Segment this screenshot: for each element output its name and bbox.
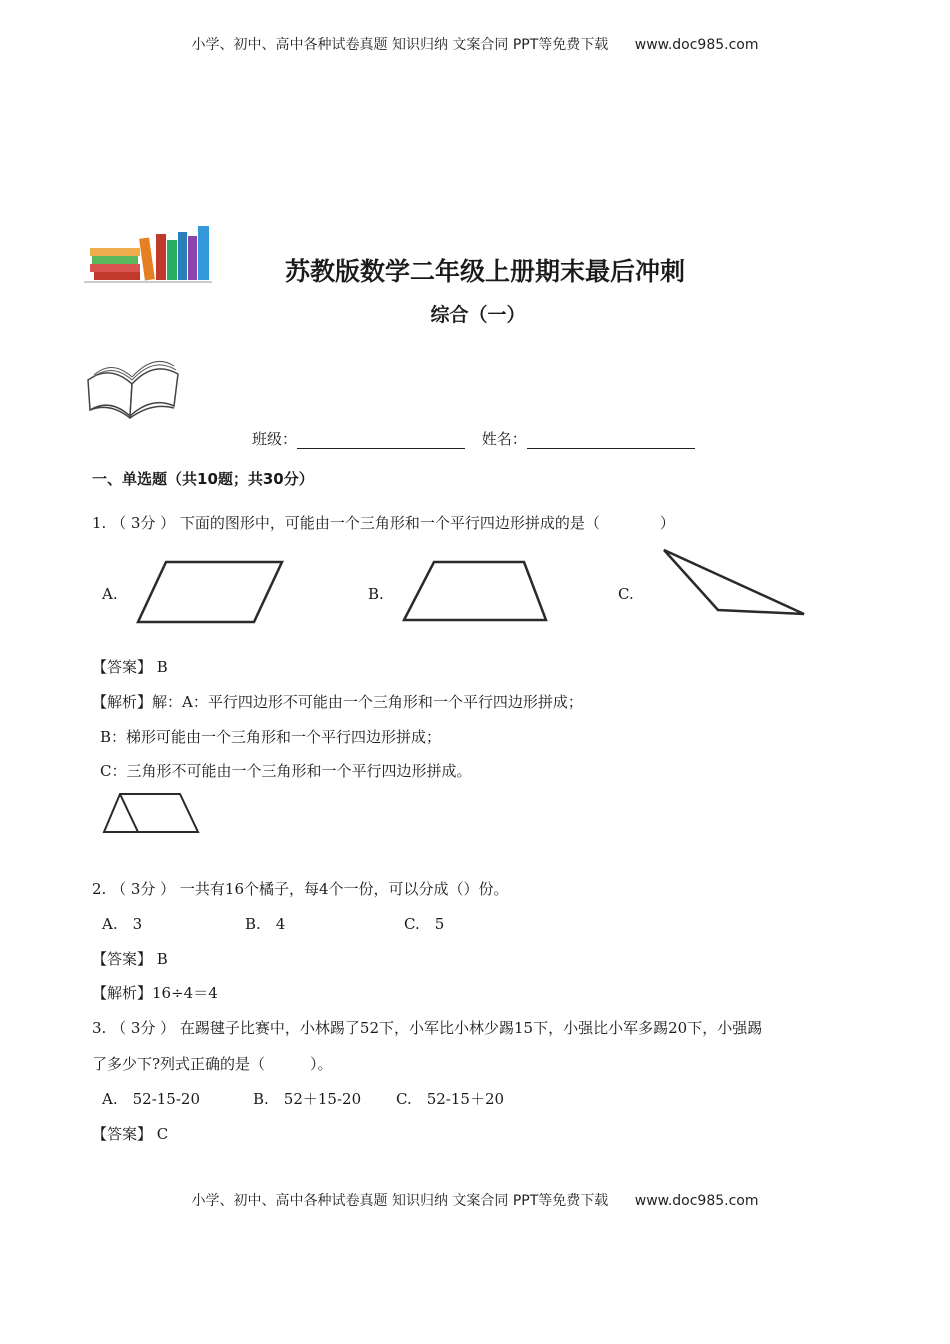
q1-analysis-line-2: B：梯形可能由一个三角形和一个平行四边形拼成； [100,728,442,746]
q1-option-b-trapezoid[interactable] [398,556,552,626]
footer-text: 小学、初中、高中各种试卷真题 知识归纳 文案合同 PPT等免费下载 [191,1193,609,1209]
question-3-stem-line-2: 了多少下?列式正确的是（ ）。 [92,1055,333,1073]
name-field[interactable] [527,434,695,449]
q1-option-c-label[interactable]: C. [618,585,634,603]
question-2-stem: 2. （ 3分 ） 一共有16个橘子，每4个一份，可以分成（）份。 [92,880,509,898]
class-label: 班级： [252,430,298,448]
q1-analysis-line-3: C：三角形不可能由一个三角形和一个平行四边形拼成。 [100,762,472,780]
q1-analysis-figure [100,790,204,836]
question-3-stem-line-1: 3. （ 3分 ） 在踢毽子比赛中，小林踢了52下，小军比小林少踢15下，小强比小军多踢20下，小强踢 [92,1019,763,1037]
footer-site[interactable]: www.doc985.com [634,1193,759,1209]
q2-answer: 【答案】 B [92,950,168,968]
class-name-line [252,428,707,449]
page-subtitle: 综合（一） [430,304,526,326]
page-footer [0,1190,950,1210]
q2-option-b[interactable]: B. 4 [245,915,286,933]
q3-answer: 【答案】 C [92,1125,169,1143]
q3-option-c[interactable]: C. 52-15＋20 [396,1090,505,1108]
q1-option-b-label[interactable]: B. [368,585,384,603]
section-heading: 一、单选题（共10题；共30分） [92,470,314,488]
header-text: 小学、初中、高中各种试卷真题 知识归纳 文案合同 PPT等免费下载 [191,37,609,53]
q3-option-a[interactable]: A. 52-15-20 [102,1090,200,1108]
q1-answer: 【答案】 B [92,658,168,676]
name-label: 姓名： [481,430,527,448]
q2-analysis: 【解析】16÷4＝4 [92,984,218,1002]
q2-option-a[interactable]: A. 3 [102,915,143,933]
q2-option-c[interactable]: C. 5 [404,915,445,933]
header-site[interactable]: www.doc985.com [634,37,759,53]
page-header [0,34,950,54]
page-title: 苏教版数学二年级上册期末最后冲刺 [284,257,685,286]
q1-option-a-label[interactable]: A. [102,585,118,603]
q1-analysis-line-1: 【解析】解：A：平行四边形不可能由一个三角形和一个平行四边形拼成； [92,693,583,711]
q1-option-c-triangle[interactable] [656,544,812,620]
class-field[interactable] [297,434,465,449]
q1-option-a-parallelogram[interactable] [132,556,288,628]
question-1-stem: 1. （ 3分 ） 下面的图形中，可能由一个三角形和一个平行四边形拼成的是（ ） [92,514,675,532]
open-book-icon [84,350,182,422]
q3-option-b[interactable]: B. 52＋15-20 [253,1090,362,1108]
